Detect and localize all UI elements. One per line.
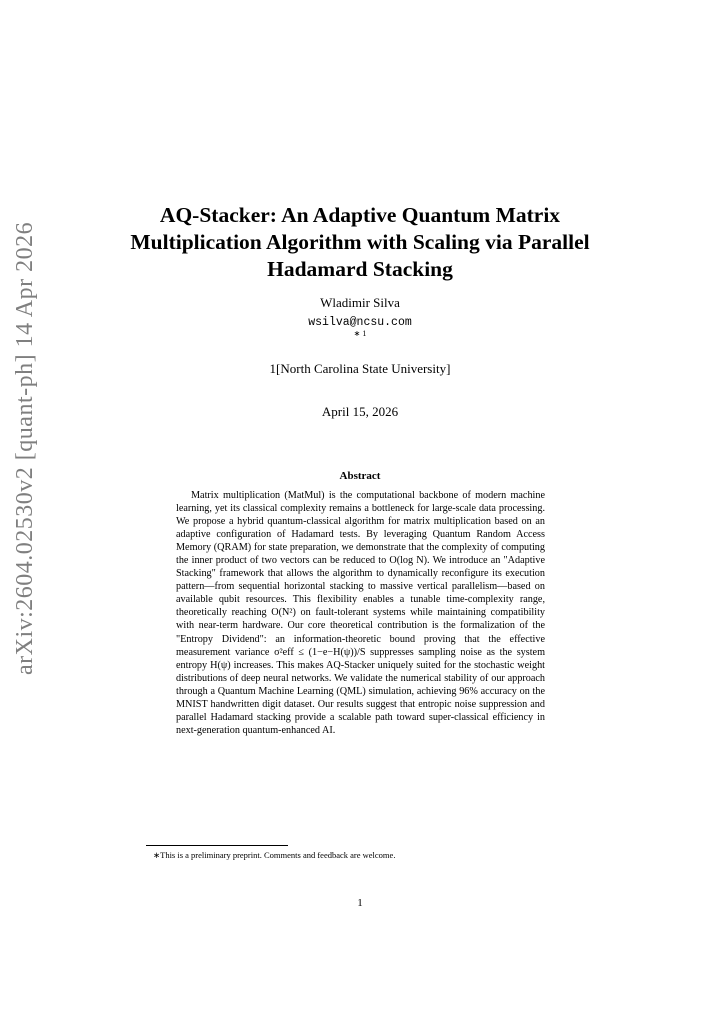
footnote-text: ∗This is a preliminary preprint. Comments and feedback are welcome. (153, 850, 396, 860)
author-footnote-mark: ∗ 1 (353, 329, 367, 338)
abstract-text: Matrix multiplication (MatMul) is the computational backbone of modern machine learning, yet its classical complexity remains a bottleneck for large-scale data processing. We propose a hybrid quantum-classical algorithm for matrix multiplication based on an adaptive configuration of Hadamard tests. By leveraging Quantum Random Access Memory (QRAM) for state preparation, we demonstrate that the complexity of computing the inner product of two vectors can be reduced to O(log N). We introduce an "Adaptive Stacking" framework that allows the algorithm to dynamically reconfigure its execution pattern—from sequential horizontal stacking to massive vertical parallelism—based on available qubit resources. This flexibility enables a tunable time-complexity range, theoretically reaching O(N²) on fault-tolerant systems while maintaining compatibility with near-term hardware. Our core theoretical contribution is the formalization of the "Entropy Dividend": an information-theoretic bound proving that the effective measurement variance σ²eff ≤ (1−e−H(ψ))/S suppresses sampling noise as the system entropy H(ψ) increases. This makes AQ-Stacker uniquely suited for the stochastic weight distributions of deep neural networks. We validate the numerical stability of our approach through a Quantum Machine Learning (QML) simulation, achieving 96% accuracy on the MNIST handwritten digit dataset. Our results suggest that entropic noise suppression and parallel Hadamard stacking provide a scalable path toward super-classical efficiency in next-generation quantum-enhanced AI. (176, 490, 545, 736)
author-affiliation: 1[North Carolina State University] (269, 361, 451, 376)
paper-title: AQ-Stacker: An Adaptive Quantum Matrix Multiplication Algorithm with Scaling via Parallel Hadamard Stacking (130, 203, 590, 281)
abstract-heading: Abstract (339, 470, 381, 482)
paper-date: April 15, 2026 (321, 404, 399, 419)
page-number: 1 (357, 897, 363, 909)
footnote-rule (146, 845, 288, 846)
arxiv-identifier: arXiv:2604.02530v2 [quant-ph] 14 Apr 2026 (12, 221, 38, 675)
author-name: Wladimir Silva (320, 295, 400, 310)
author-email: wsilva@ncsu.com (308, 316, 412, 329)
